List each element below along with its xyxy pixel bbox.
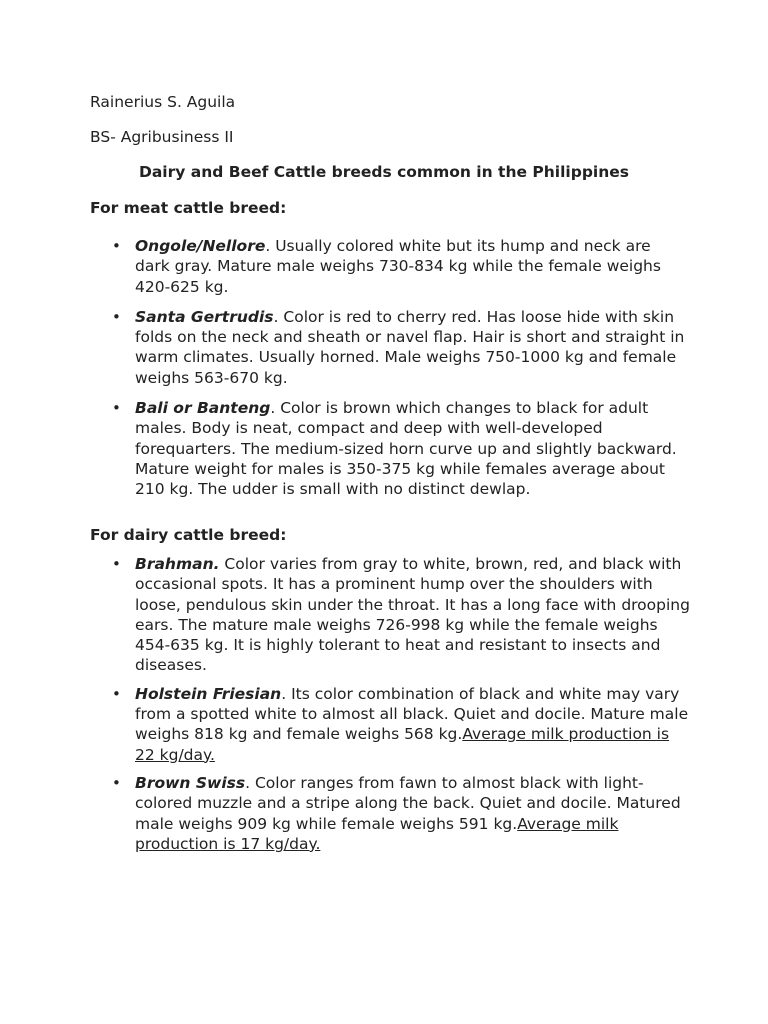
breed-description: . Color is brown which changes to black for adult males. Body is neat, compact and deep with well-developed forequarters. The medium-sized horn curve up and slightly backward. Mature weight for males is 350-375 kg while females average about 210 kg. The udder is small with no distinct dewlap. [135, 399, 677, 499]
breed-name: Santa Gertrudis [135, 307, 274, 326]
dairy-breed-list [90, 554, 690, 854]
breed-description: . Usually colored white but its hump and neck are dark gray. Mature male weighs 730-834 kg while the female weighs 420-625 kg. [135, 237, 661, 296]
breed-name: Ongole/Nellore [135, 237, 266, 255]
bullet: • [112, 237, 121, 255]
course-name: BS- Agribusiness II [90, 128, 234, 146]
meat-breed-list [90, 236, 690, 500]
list-item [90, 554, 690, 676]
author-name: Rainerius S. Aguila [90, 93, 236, 111]
breed-name: Brahman. [135, 555, 220, 573]
bullet: • [112, 307, 121, 326]
breed-description: . Its color combination of black and white may vary from a spotted white to almost all black. Quiet and docile. Mature male weighs 818 kg and female weighs 568 kg. [135, 684, 689, 744]
milk-production-note: Average milk production is 17 kg/day. [135, 814, 619, 853]
breed-description: . Color ranges from fawn to almost black with light-colored muzzle and a stripe along the back. Quiet and docile. Matured male weighs 909 kg while female weighs 591 kg. [135, 773, 681, 833]
breed-name: Brown Swiss [135, 773, 246, 792]
meat-section-heading: For meat cattle breed: [90, 199, 287, 217]
bullet: • [112, 773, 121, 792]
breed-name: Holstein Friesian [135, 684, 282, 703]
list-item [90, 398, 690, 499]
bullet: • [112, 684, 121, 703]
document-title: Dairy and Beef Cattle breeds common in the Philippines [138, 163, 630, 181]
list-item [90, 307, 690, 388]
dairy-section-heading: For dairy cattle breed: [90, 526, 287, 544]
bullet: • [112, 555, 121, 573]
list-item [90, 684, 690, 765]
breed-name: Bali or Banteng [135, 399, 271, 418]
breed-description: Color varies from gray to white, brown, red, and black with occasional spots. It has a prominent hump over the shoulders with loose, pendulous skin under the throat. It has a long face with drooping ears. The mature male weighs 726-998 kg while the female weighs 454-635 kg. It is highly tolerant to heat and resistant to insects and diseases. [135, 555, 690, 675]
breed-description: . Color is red to cherry red. Has loose hide with skin folds on the neck and sheath or navel flap. Hair is short and straight in warm climates. Usually horned. Male weighs 750-1000 kg and female weighs 563-670 kg. [135, 307, 685, 387]
list-item [90, 236, 690, 297]
list-item [90, 773, 690, 854]
milk-production-note: Average milk production is 22 kg/day. [135, 725, 670, 764]
bullet: • [112, 399, 121, 418]
